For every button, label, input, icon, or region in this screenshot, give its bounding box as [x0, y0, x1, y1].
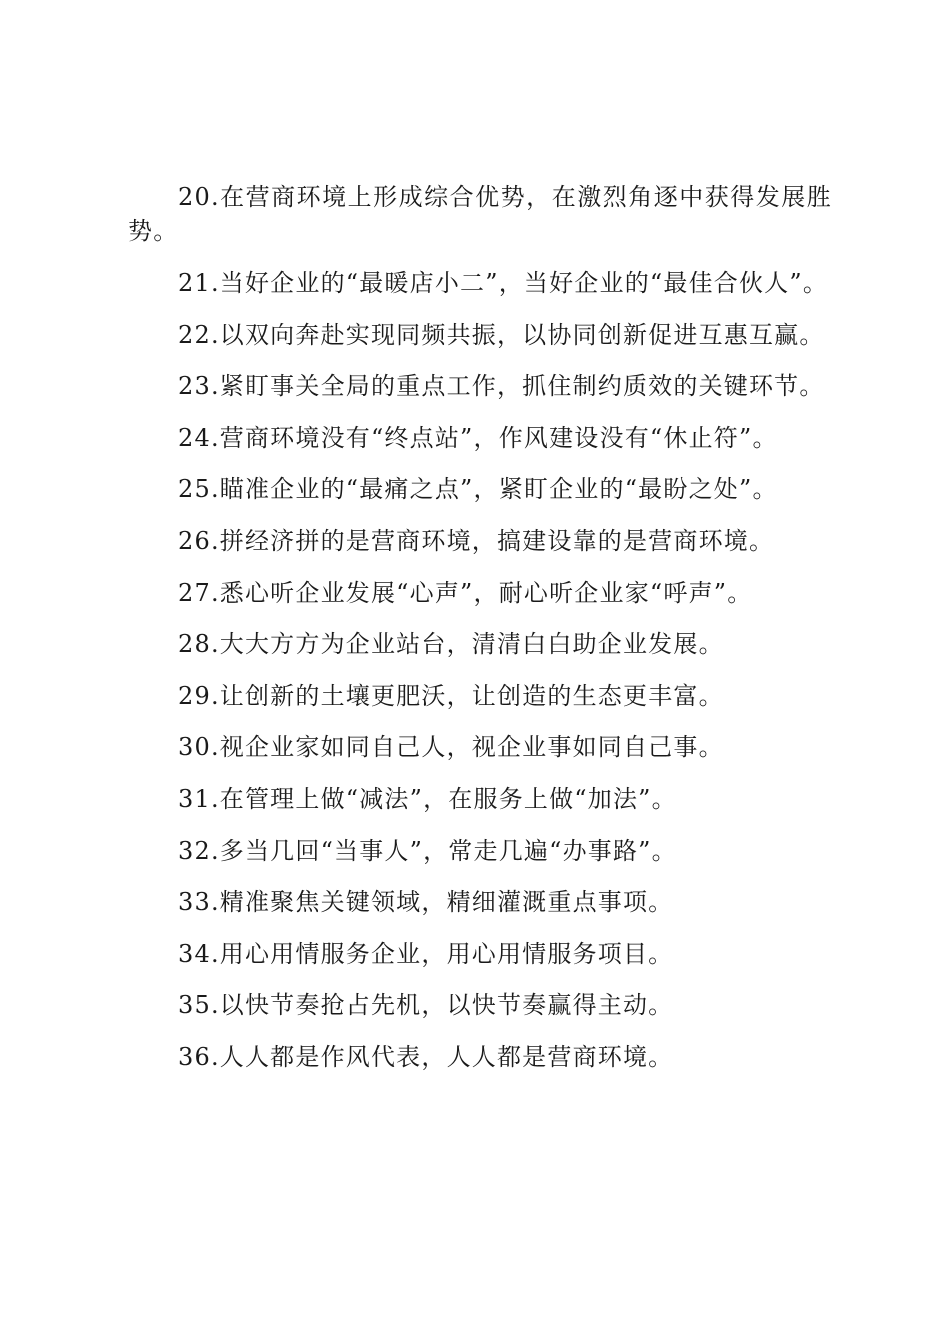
list-item: 25.瞄准企业的“最痛之点”，紧盯企业的“最盼之处”。 — [178, 475, 778, 504]
list-item: 28.大大方方为企业站台，清清白白助企业发展。 — [178, 630, 724, 659]
list-item: 31.在管理上做“减法”，在服务上做“加法”。 — [178, 784, 677, 813]
list-item: 35.以快节奏抢占先机，以快节奏赢得主动。 — [178, 991, 674, 1020]
list-item: 24.营商环境没有“终点站”，作风建设没有“休止符”。 — [178, 423, 778, 452]
list-item: 27.悉心听企业发展“心声”，耐心听企业家“呼声”。 — [178, 578, 753, 607]
list-item: 29.让创新的土壤更肥沃，让创造的生态更丰富。 — [178, 681, 724, 710]
list-item: 33.精准聚焦关键领域，精细灌溉重点事项。 — [178, 888, 674, 917]
list-item: 26.拼经济拼的是营商环境，搞建设靠的是营商环境。 — [178, 526, 775, 555]
document-body — [128, 180, 832, 1092]
list-item: 23.紧盯事关全局的重点工作，抓住制约质效的关键环节。 — [178, 372, 825, 401]
list-item: 32.多当几回“当事人”，常走几遍“办事路”。 — [178, 836, 677, 865]
list-item: 22.以双向奔赴实现同频共振，以协同创新促进互惠互赢。 — [178, 320, 825, 349]
list-item: 36.人人都是作风代表，人人都是营商环境。 — [178, 1042, 674, 1071]
list-item: 34.用心用情服务企业，用心用情服务项目。 — [178, 939, 674, 968]
list-item: 21.当好企业的“最暖店小二”，当好企业的“最佳合伙人”。 — [178, 269, 829, 297]
list-item: 30.视企业家如同自己人，视企业事如同自己事。 — [178, 733, 724, 762]
list-item: 20.在营商环境上形成综合优势，在激烈角逐中获得发展胜势。 — [128, 183, 832, 246]
